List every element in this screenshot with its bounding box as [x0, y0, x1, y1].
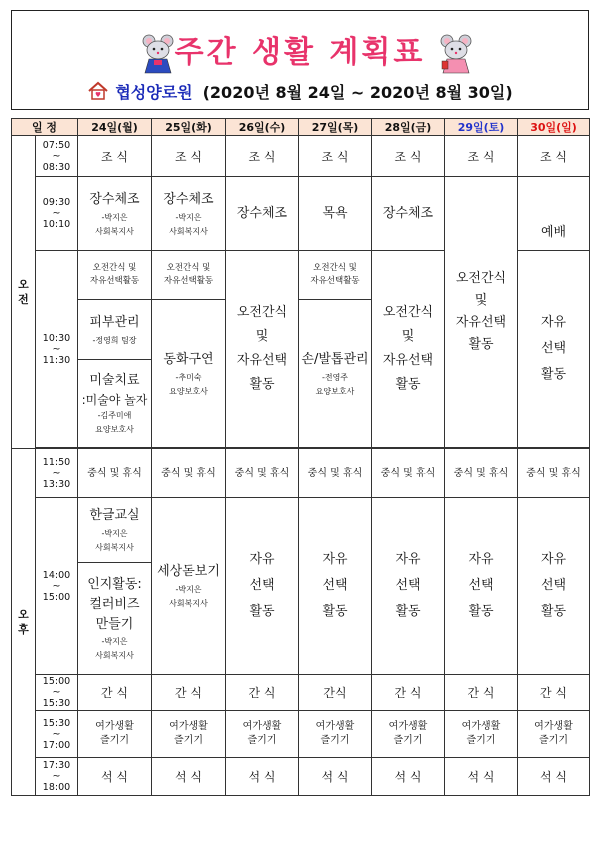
day-header: 25일(화) — [152, 119, 226, 136]
activity-cell: 여가생활 즐기기 — [445, 711, 518, 758]
activity-cell: 간 식 — [152, 675, 226, 711]
activity-cell: 오전간식 및 자유선택 활동 — [372, 251, 445, 448]
world-view-activity: 세상돋보기 — [157, 564, 220, 579]
day-header-saturday: 29일(토) — [445, 119, 518, 136]
activity-cell: 간 식 — [78, 675, 152, 711]
time-slot: 09:30 ~ 10:10 — [36, 177, 78, 251]
skin-care-activity: 피부관리 — [89, 314, 140, 330]
title-row — [12, 29, 588, 69]
activity-cell: 중식 및 휴식 — [445, 449, 518, 498]
activity-cell — [78, 251, 152, 448]
time-slot: 15:00 ~ 15:30 — [36, 675, 78, 711]
activity-cell: 간 식 — [226, 675, 299, 711]
staff-name: -추미숙 — [175, 372, 202, 382]
activity-cell: 자유 선택 활동 — [372, 498, 445, 675]
activity-cell: 중식 및 휴식 — [78, 449, 152, 498]
staff-role: 요양보호사 — [95, 424, 134, 434]
staff-name: -김주미애 — [97, 410, 132, 420]
activity-cell — [152, 177, 226, 251]
activity-cell: 간 식 — [518, 675, 590, 711]
staff-name: -전영주 — [321, 372, 349, 382]
activity-cell — [152, 498, 226, 675]
page-title: 주간 생활 계획표 — [174, 35, 426, 70]
activity-cell — [78, 498, 152, 675]
activity-cell: 여가생활 즐기기 — [372, 711, 445, 758]
weekly-schedule-table — [11, 118, 590, 796]
activity-cell: 여가생활 즐기기 — [226, 711, 299, 758]
activity-cell: 간식 — [299, 675, 372, 711]
activity-cell: 자유 선택 활동 — [445, 498, 518, 675]
snack-free-text: 자유선택활동 — [89, 276, 140, 286]
day-header-sunday: 30일(일) — [518, 119, 590, 136]
time-slot: 17:30 ~ 18:00 — [36, 758, 78, 796]
staff-name: -정영희 팀장 — [92, 335, 137, 345]
activity-cell: 장수체조 — [226, 177, 299, 251]
activity-cell: 오전간식 및 자유선택 활동 — [226, 251, 299, 448]
time-slot: 07:50 ~ 08:30 — [36, 136, 78, 177]
activity-cell: 석 식 — [152, 758, 226, 796]
activity-cell: 조 식 — [299, 136, 372, 177]
activity-cell: 조 식 — [445, 136, 518, 177]
cognitive-activity: 만들기 — [95, 616, 134, 632]
day-header: 27일(목) — [299, 119, 372, 136]
activity-cell — [299, 251, 372, 448]
time-slot: 10:30 ~ 11:30 — [36, 251, 78, 448]
schedule-header-label: 일 정 — [12, 119, 78, 136]
time-slot: 11:50 ~ 13:30 — [36, 449, 78, 498]
cognitive-activity: 인지활동: — [87, 576, 142, 592]
snack-free-text: 오전간식 및 — [313, 263, 357, 273]
staff-role: 요양보호사 — [315, 386, 355, 396]
snack-free-text: 오전간식 및 — [166, 263, 211, 273]
art-therapy-activity: 미술치료 — [89, 372, 140, 388]
house-logo-icon — [87, 81, 109, 101]
activity-cell: 간 식 — [372, 675, 445, 711]
activity-cell: 오전간식 및 자유선택 활동 — [445, 177, 518, 448]
activity-cell: 중식 및 휴식 — [152, 449, 226, 498]
activity-cell — [152, 251, 226, 448]
activity-cell: 자유 선택 활동 — [518, 251, 590, 448]
activity-cell: 자유 선택 활동 — [518, 498, 590, 675]
staff-name: -박지은 — [101, 212, 128, 222]
activity-cell: 석 식 — [445, 758, 518, 796]
activity-cell: 장수체조 — [372, 177, 445, 251]
activity-cell: 조 식 — [226, 136, 299, 177]
activity-cell: 석 식 — [78, 758, 152, 796]
activity-cell: 중식 및 휴식 — [518, 449, 590, 498]
fitness-activity: 장수체조 — [89, 191, 140, 207]
art-therapy-subtitle: :미술야 놀자 — [81, 392, 148, 407]
fitness-activity: 장수체조 — [163, 191, 214, 207]
activity-cell: 여가생활 즐기기 — [78, 711, 152, 758]
activity-cell: 조 식 — [78, 136, 152, 177]
activity-cell: 자유 선택 활동 — [226, 498, 299, 675]
snack-free-text: 오전간식 및 — [92, 263, 137, 273]
activity-cell: 여가생활 즐기기 — [152, 711, 226, 758]
activity-cell: 간 식 — [445, 675, 518, 711]
subtitle-row — [12, 78, 588, 104]
activity-cell: 석 식 — [226, 758, 299, 796]
cognitive-activity: 컬러비즈 — [89, 596, 140, 612]
activity-cell: 예배 — [518, 177, 590, 251]
staff-role: 요양보호사 — [169, 386, 208, 396]
staff-name: -박지은 — [101, 636, 128, 646]
activity-cell: 여가생활 즐기기 — [518, 711, 590, 758]
activity-cell — [78, 177, 152, 251]
day-header: 26일(수) — [226, 119, 299, 136]
staff-name: -박지은 — [175, 212, 202, 222]
fairy-tale-activity: 동화구연 — [163, 351, 214, 367]
activity-cell: 석 식 — [372, 758, 445, 796]
staff-name: -박지은 — [101, 529, 128, 538]
org-name: 협성양로원 — [115, 82, 193, 102]
staff-name: -박지은 — [175, 585, 202, 594]
day-header: 24일(월) — [78, 119, 152, 136]
time-slot: 15:30 ~ 17:00 — [36, 711, 78, 758]
activity-cell: 석 식 — [518, 758, 590, 796]
activity-cell: 석 식 — [299, 758, 372, 796]
schedule-period: (2020년 8월 24일 ~ 2020년 8월 30일) — [202, 82, 513, 102]
activity-cell: 조 식 — [152, 136, 226, 177]
staff-role: 사회복지사 — [95, 226, 134, 236]
period-am: 오 전 — [12, 136, 36, 449]
staff-role: 사회복지사 — [95, 650, 134, 660]
activity-cell: 조 식 — [518, 136, 590, 177]
activity-cell: 여가생활 즐기기 — [299, 711, 372, 758]
activity-cell: 중식 및 휴식 — [372, 449, 445, 498]
snack-free-text: 자유선택활동 — [163, 276, 214, 286]
title-frame — [11, 10, 589, 110]
snack-free-text: 자유선택활동 — [310, 276, 360, 286]
time-slot: 14:00 ~ 15:00 — [36, 498, 78, 675]
activity-cell: 조 식 — [372, 136, 445, 177]
staff-role: 사회복지사 — [169, 226, 208, 236]
activity-cell: 중식 및 휴식 — [226, 449, 299, 498]
day-header: 28일(금) — [372, 119, 445, 136]
activity-cell: 중식 및 휴식 — [299, 449, 372, 498]
activity-cell: 자유 선택 활동 — [299, 498, 372, 675]
staff-role: 사회복지사 — [169, 599, 208, 608]
period-pm: 오 후 — [12, 449, 36, 796]
hangul-class-activity: 한글교실 — [89, 508, 140, 523]
activity-cell: 목욕 — [299, 177, 372, 251]
hand-foot-care-activity: 손/발톱관리 — [301, 351, 369, 367]
staff-role: 사회복지사 — [95, 543, 134, 552]
